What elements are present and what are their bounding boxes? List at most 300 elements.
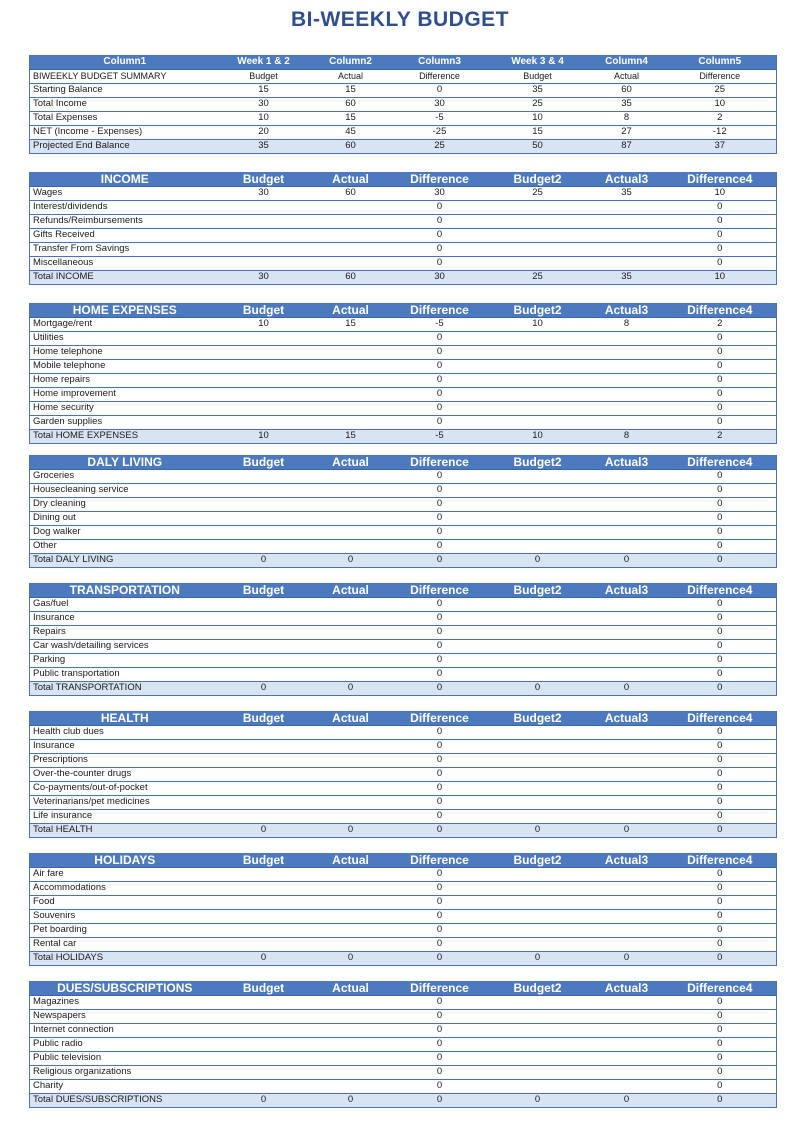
cell-value[interactable] (590, 753, 664, 767)
cell-value[interactable] (220, 345, 308, 359)
cell-value[interactable] (590, 1009, 664, 1023)
cell-value[interactable]: 25 (664, 83, 777, 97)
cell-value[interactable] (220, 1051, 308, 1065)
cell-value[interactable] (308, 995, 394, 1009)
cell-value[interactable] (486, 359, 590, 373)
cell-value[interactable]: -5 (394, 111, 486, 125)
cell-value[interactable]: 60 (590, 83, 664, 97)
row-label[interactable]: Home improvement (30, 387, 220, 401)
cell-value[interactable]: 0 (394, 242, 486, 256)
cell-value[interactable] (220, 1009, 308, 1023)
cell-value[interactable]: 0 (394, 497, 486, 511)
cell-value[interactable] (590, 345, 664, 359)
cell-value[interactable] (486, 995, 590, 1009)
cell-value[interactable]: 0 (220, 823, 308, 837)
cell-value[interactable]: 0 (664, 653, 777, 667)
cell-value[interactable] (590, 739, 664, 753)
cell-value[interactable]: -12 (664, 125, 777, 139)
cell-value[interactable]: 30 (394, 186, 486, 200)
cell-value[interactable]: 0 (664, 823, 777, 837)
cell-value[interactable]: 0 (664, 497, 777, 511)
row-label[interactable]: Public television (30, 1051, 220, 1065)
cell-value[interactable]: 0 (394, 597, 486, 611)
cell-value[interactable]: 0 (220, 1093, 308, 1107)
cell-value[interactable] (308, 625, 394, 639)
cell-value[interactable] (220, 995, 308, 1009)
cell-value[interactable]: 0 (664, 387, 777, 401)
cell-value[interactable]: 0 (394, 639, 486, 653)
cell-value[interactable]: 10 (486, 429, 590, 443)
cell-value[interactable] (590, 781, 664, 795)
cell-value[interactable]: 0 (394, 611, 486, 625)
cell-value[interactable]: Actual (308, 69, 394, 83)
cell-value[interactable] (590, 1051, 664, 1065)
cell-value[interactable] (590, 415, 664, 429)
cell-value[interactable]: 0 (308, 823, 394, 837)
cell-value[interactable]: 0 (394, 401, 486, 415)
cell-value[interactable] (486, 1009, 590, 1023)
cell-value[interactable]: 8 (590, 317, 664, 331)
cell-value[interactable]: 10 (486, 111, 590, 125)
cell-value[interactable] (486, 387, 590, 401)
row-label[interactable]: Housecleaning service (30, 483, 220, 497)
cell-value[interactable]: 0 (220, 951, 308, 965)
cell-value[interactable] (590, 995, 664, 1009)
cell-value[interactable]: 0 (664, 415, 777, 429)
cell-value[interactable]: 0 (394, 653, 486, 667)
cell-value[interactable] (308, 881, 394, 895)
cell-value[interactable]: Actual (590, 69, 664, 83)
row-label[interactable]: Groceries (30, 469, 220, 483)
cell-value[interactable] (590, 256, 664, 270)
cell-value[interactable] (220, 881, 308, 895)
cell-value[interactable] (486, 1037, 590, 1051)
cell-value[interactable] (590, 667, 664, 681)
cell-value[interactable] (220, 359, 308, 373)
cell-value[interactable] (220, 895, 308, 909)
cell-value[interactable]: 0 (394, 83, 486, 97)
cell-value[interactable]: 0 (394, 256, 486, 270)
row-label[interactable]: Food (30, 895, 220, 909)
cell-value[interactable]: 60 (308, 139, 394, 153)
row-label[interactable]: Total Expenses (30, 111, 220, 125)
cell-value[interactable]: 0 (664, 228, 777, 242)
cell-value[interactable] (220, 469, 308, 483)
cell-value[interactable] (308, 739, 394, 753)
cell-value[interactable] (308, 667, 394, 681)
cell-value[interactable]: 0 (664, 881, 777, 895)
row-label[interactable]: Repairs (30, 625, 220, 639)
cell-value[interactable] (590, 597, 664, 611)
cell-value[interactable]: Column3 (394, 55, 486, 69)
cell-value[interactable] (486, 539, 590, 553)
cell-value[interactable]: 0 (394, 214, 486, 228)
cell-value[interactable] (308, 345, 394, 359)
cell-value[interactable]: Difference (394, 69, 486, 83)
cell-value[interactable] (308, 809, 394, 823)
cell-value[interactable]: 45 (308, 125, 394, 139)
cell-value[interactable]: 0 (394, 1065, 486, 1079)
cell-value[interactable]: 0 (394, 937, 486, 951)
cell-value[interactable] (308, 867, 394, 881)
cell-value[interactable] (486, 923, 590, 937)
cell-value[interactable]: 10 (664, 270, 777, 284)
cell-value[interactable]: 0 (590, 681, 664, 695)
row-label[interactable]: NET (Income - Expenses) (30, 125, 220, 139)
row-label[interactable]: Home security (30, 401, 220, 415)
cell-value[interactable]: 8 (590, 111, 664, 125)
row-label[interactable]: Life insurance (30, 809, 220, 823)
cell-value[interactable] (590, 625, 664, 639)
cell-value[interactable] (308, 611, 394, 625)
cell-value[interactable]: 0 (664, 739, 777, 753)
cell-value[interactable] (220, 1079, 308, 1093)
cell-value[interactable]: 0 (394, 359, 486, 373)
cell-value[interactable]: 15 (486, 125, 590, 139)
cell-value[interactable]: 0 (394, 809, 486, 823)
cell-value[interactable] (308, 242, 394, 256)
cell-value[interactable]: 0 (664, 553, 777, 567)
cell-value[interactable] (486, 1051, 590, 1065)
cell-value[interactable]: 0 (394, 881, 486, 895)
cell-value[interactable]: 0 (664, 937, 777, 951)
cell-value[interactable] (590, 373, 664, 387)
cell-value[interactable] (590, 881, 664, 895)
cell-value[interactable]: 0 (394, 525, 486, 539)
cell-value[interactable] (308, 525, 394, 539)
cell-value[interactable] (590, 639, 664, 653)
cell-value[interactable] (220, 539, 308, 553)
cell-value[interactable] (220, 767, 308, 781)
cell-value[interactable] (486, 511, 590, 525)
row-label[interactable]: Total TRANSPORTATION (30, 681, 220, 695)
cell-value[interactable]: 0 (394, 1023, 486, 1037)
cell-value[interactable] (220, 867, 308, 881)
cell-value[interactable]: 10 (664, 97, 777, 111)
cell-value[interactable]: 0 (486, 1093, 590, 1107)
cell-value[interactable] (486, 200, 590, 214)
cell-value[interactable]: 0 (664, 1093, 777, 1107)
row-label[interactable]: Insurance (30, 739, 220, 753)
cell-value[interactable] (220, 331, 308, 345)
cell-value[interactable]: 35 (590, 97, 664, 111)
cell-value[interactable] (590, 611, 664, 625)
cell-value[interactable]: 0 (394, 767, 486, 781)
cell-value[interactable] (220, 483, 308, 497)
row-label[interactable]: Transfer From Savings (30, 242, 220, 256)
cell-value[interactable] (590, 1037, 664, 1051)
cell-value[interactable]: -5 (394, 317, 486, 331)
cell-value[interactable] (220, 256, 308, 270)
cell-value[interactable] (590, 497, 664, 511)
row-label[interactable]: Accommodations (30, 881, 220, 895)
row-label[interactable]: Total DALY LIVING (30, 553, 220, 567)
cell-value[interactable]: 0 (664, 345, 777, 359)
cell-value[interactable]: 2 (664, 317, 777, 331)
row-label[interactable]: Miscellaneous (30, 256, 220, 270)
cell-value[interactable]: 0 (664, 359, 777, 373)
cell-value[interactable] (220, 228, 308, 242)
cell-value[interactable] (486, 214, 590, 228)
cell-value[interactable] (308, 767, 394, 781)
cell-value[interactable]: 35 (590, 270, 664, 284)
cell-value[interactable]: 0 (394, 331, 486, 345)
cell-value[interactable]: Budget (486, 69, 590, 83)
cell-value[interactable] (308, 597, 394, 611)
cell-value[interactable]: Budget (220, 69, 308, 83)
cell-value[interactable] (486, 753, 590, 767)
cell-value[interactable] (590, 401, 664, 415)
cell-value[interactable] (220, 387, 308, 401)
cell-value[interactable]: 0 (394, 823, 486, 837)
cell-value[interactable]: 0 (664, 214, 777, 228)
cell-value[interactable]: 0 (664, 511, 777, 525)
cell-value[interactable]: 0 (394, 625, 486, 639)
cell-value[interactable]: 0 (394, 511, 486, 525)
cell-value[interactable]: 0 (394, 739, 486, 753)
row-label[interactable]: Internet connection (30, 1023, 220, 1037)
cell-value[interactable]: 0 (486, 823, 590, 837)
cell-value[interactable] (220, 511, 308, 525)
cell-value[interactable]: 0 (394, 895, 486, 909)
cell-value[interactable]: 0 (308, 553, 394, 567)
cell-value[interactable] (590, 1079, 664, 1093)
row-label[interactable]: Insurance (30, 611, 220, 625)
cell-value[interactable] (308, 539, 394, 553)
cell-value[interactable] (486, 639, 590, 653)
cell-value[interactable]: 0 (664, 725, 777, 739)
cell-value[interactable] (220, 667, 308, 681)
cell-value[interactable] (590, 469, 664, 483)
cell-value[interactable]: 0 (664, 1037, 777, 1051)
row-label[interactable]: Total HOME EXPENSES (30, 429, 220, 443)
cell-value[interactable]: 0 (590, 553, 664, 567)
cell-value[interactable]: 0 (220, 553, 308, 567)
cell-value[interactable] (486, 909, 590, 923)
cell-value[interactable] (486, 228, 590, 242)
cell-value[interactable]: 0 (394, 387, 486, 401)
cell-value[interactable]: 0 (394, 867, 486, 881)
cell-value[interactable]: 0 (394, 469, 486, 483)
cell-value[interactable] (220, 611, 308, 625)
row-label[interactable]: Co-payments/out-of-pocket (30, 781, 220, 795)
cell-value[interactable]: 0 (664, 667, 777, 681)
cell-value[interactable] (486, 497, 590, 511)
cell-value[interactable]: Week 3 & 4 (486, 55, 590, 69)
cell-value[interactable]: 0 (664, 681, 777, 695)
cell-value[interactable] (308, 781, 394, 795)
cell-value[interactable]: 0 (664, 373, 777, 387)
row-label[interactable]: Total HOLIDAYS (30, 951, 220, 965)
cell-value[interactable]: 15 (308, 317, 394, 331)
cell-value[interactable] (220, 639, 308, 653)
cell-value[interactable]: 0 (664, 483, 777, 497)
cell-value[interactable] (308, 1051, 394, 1065)
row-label[interactable]: Wages (30, 186, 220, 200)
row-label[interactable]: Other (30, 539, 220, 553)
cell-value[interactable]: 0 (664, 753, 777, 767)
cell-value[interactable] (308, 1009, 394, 1023)
row-label[interactable]: Charity (30, 1079, 220, 1093)
cell-value[interactable] (220, 781, 308, 795)
cell-value[interactable]: 0 (394, 373, 486, 387)
row-label[interactable]: Dry cleaning (30, 497, 220, 511)
cell-value[interactable] (590, 795, 664, 809)
cell-value[interactable] (220, 625, 308, 639)
cell-value[interactable]: 0 (664, 331, 777, 345)
cell-value[interactable] (486, 725, 590, 739)
cell-value[interactable]: 0 (394, 795, 486, 809)
row-label[interactable]: Total Income (30, 97, 220, 111)
row-label[interactable]: Public radio (30, 1037, 220, 1051)
cell-value[interactable]: 0 (486, 681, 590, 695)
row-label[interactable]: BIWEEKLY BUDGET SUMMARY (30, 69, 220, 83)
cell-value[interactable]: 0 (394, 1009, 486, 1023)
cell-value[interactable]: 0 (664, 625, 777, 639)
cell-value[interactable] (486, 653, 590, 667)
row-label[interactable]: Garden supplies (30, 415, 220, 429)
cell-value[interactable] (308, 415, 394, 429)
cell-value[interactable]: 0 (664, 1079, 777, 1093)
cell-value[interactable]: 35 (220, 139, 308, 153)
cell-value[interactable] (486, 597, 590, 611)
cell-value[interactable]: -25 (394, 125, 486, 139)
cell-value[interactable] (486, 1065, 590, 1079)
cell-value[interactable] (308, 469, 394, 483)
cell-value[interactable] (220, 1065, 308, 1079)
row-label[interactable]: Parking (30, 653, 220, 667)
cell-value[interactable]: 35 (486, 83, 590, 97)
cell-value[interactable]: 10 (220, 429, 308, 443)
cell-value[interactable] (590, 653, 664, 667)
row-label[interactable]: Interest/dividends (30, 200, 220, 214)
cell-value[interactable] (590, 909, 664, 923)
row-label[interactable]: Total DUES/SUBSCRIPTIONS (30, 1093, 220, 1107)
cell-value[interactable]: 0 (394, 539, 486, 553)
cell-value[interactable] (308, 214, 394, 228)
cell-value[interactable] (220, 1037, 308, 1051)
cell-value[interactable]: 0 (590, 823, 664, 837)
cell-value[interactable] (486, 809, 590, 823)
row-label[interactable]: Mortgage/rent (30, 317, 220, 331)
cell-value[interactable]: 87 (590, 139, 664, 153)
cell-value[interactable] (220, 597, 308, 611)
cell-value[interactable]: 0 (486, 553, 590, 567)
row-label[interactable]: Religious organizations (30, 1065, 220, 1079)
cell-value[interactable] (308, 753, 394, 767)
cell-value[interactable]: 30 (220, 97, 308, 111)
cell-value[interactable] (486, 415, 590, 429)
cell-value[interactable] (308, 483, 394, 497)
cell-value[interactable] (220, 739, 308, 753)
cell-value[interactable]: 0 (664, 611, 777, 625)
row-label[interactable]: Over-the-counter drugs (30, 767, 220, 781)
cell-value[interactable]: 0 (664, 995, 777, 1009)
cell-value[interactable]: 10 (486, 317, 590, 331)
cell-value[interactable] (486, 867, 590, 881)
cell-value[interactable]: 27 (590, 125, 664, 139)
cell-value[interactable]: 0 (664, 597, 777, 611)
cell-value[interactable]: 10 (220, 111, 308, 125)
cell-value[interactable]: Week 1 & 2 (220, 55, 308, 69)
cell-value[interactable] (308, 497, 394, 511)
cell-value[interactable]: 0 (664, 923, 777, 937)
cell-value[interactable]: 30 (220, 186, 308, 200)
cell-value[interactable] (486, 373, 590, 387)
cell-value[interactable]: 0 (664, 951, 777, 965)
cell-value[interactable] (590, 214, 664, 228)
cell-value[interactable] (220, 415, 308, 429)
row-label[interactable]: Refunds/Reimbursements (30, 214, 220, 228)
cell-value[interactable]: 0 (664, 895, 777, 909)
cell-value[interactable]: 15 (308, 111, 394, 125)
cell-value[interactable]: 2 (664, 111, 777, 125)
cell-value[interactable] (308, 1079, 394, 1093)
row-label[interactable]: Starting Balance (30, 83, 220, 97)
cell-value[interactable]: 0 (664, 200, 777, 214)
cell-value[interactable]: 0 (308, 951, 394, 965)
cell-value[interactable] (220, 525, 308, 539)
cell-value[interactable]: 0 (664, 809, 777, 823)
cell-value[interactable] (486, 242, 590, 256)
cell-value[interactable] (486, 1079, 590, 1093)
cell-value[interactable] (590, 387, 664, 401)
cell-value[interactable]: 0 (664, 401, 777, 415)
cell-value[interactable] (590, 525, 664, 539)
cell-value[interactable] (590, 483, 664, 497)
cell-value[interactable]: Column2 (308, 55, 394, 69)
cell-value[interactable] (486, 937, 590, 951)
row-label[interactable]: Rental car (30, 937, 220, 951)
cell-value[interactable]: 37 (664, 139, 777, 153)
cell-value[interactable]: 0 (394, 200, 486, 214)
cell-value[interactable]: Difference (664, 69, 777, 83)
cell-value[interactable] (220, 401, 308, 415)
cell-value[interactable] (308, 256, 394, 270)
row-label[interactable]: Gifts Received (30, 228, 220, 242)
row-label[interactable]: Newspapers (30, 1009, 220, 1023)
row-label[interactable]: Utilities (30, 331, 220, 345)
cell-value[interactable] (486, 767, 590, 781)
cell-value[interactable] (308, 639, 394, 653)
cell-value[interactable]: 2 (664, 429, 777, 443)
cell-value[interactable]: 0 (394, 923, 486, 937)
cell-value[interactable] (308, 511, 394, 525)
cell-value[interactable] (486, 401, 590, 415)
cell-value[interactable]: 15 (220, 83, 308, 97)
cell-value[interactable] (308, 359, 394, 373)
cell-value[interactable] (486, 895, 590, 909)
cell-value[interactable]: 0 (220, 681, 308, 695)
row-label[interactable]: Mobile telephone (30, 359, 220, 373)
cell-value[interactable]: 0 (664, 1051, 777, 1065)
cell-value[interactable]: 0 (590, 1093, 664, 1107)
cell-value[interactable]: 10 (220, 317, 308, 331)
cell-value[interactable]: 0 (394, 951, 486, 965)
row-label[interactable]: Car wash/detailing services (30, 639, 220, 653)
cell-value[interactable]: 60 (308, 186, 394, 200)
cell-value[interactable]: 30 (394, 97, 486, 111)
row-label[interactable]: Dog walker (30, 525, 220, 539)
cell-value[interactable]: 15 (308, 83, 394, 97)
cell-value[interactable] (308, 1023, 394, 1037)
cell-value[interactable] (220, 200, 308, 214)
cell-value[interactable]: 0 (394, 228, 486, 242)
cell-value[interactable] (590, 1065, 664, 1079)
cell-value[interactable] (486, 1023, 590, 1037)
cell-value[interactable] (590, 228, 664, 242)
cell-value[interactable]: 25 (486, 97, 590, 111)
